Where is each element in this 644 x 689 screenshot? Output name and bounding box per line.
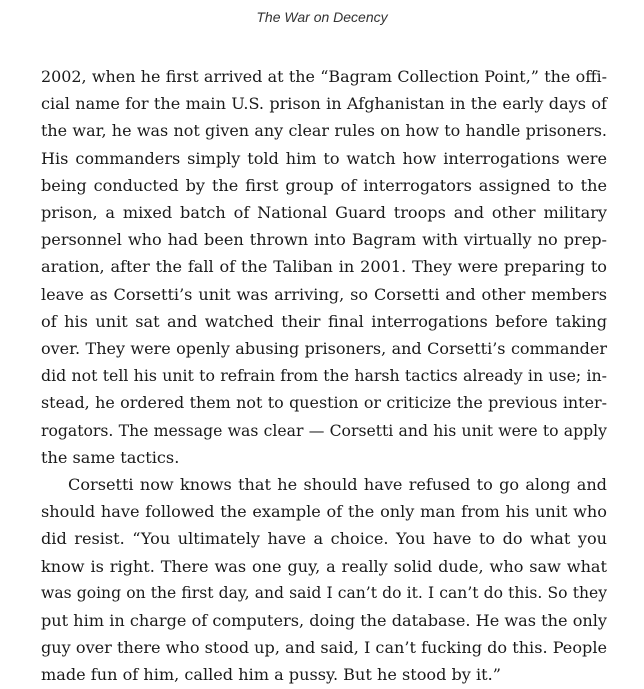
running-header: The War on Decency bbox=[256, 9, 388, 25]
text-line: aration, after the fall of the Taliban in 2001. They were preparing to bbox=[41, 257, 607, 277]
text-line: personnel who had been thrown into Bagram with virtually no prep- bbox=[41, 230, 607, 250]
body-text bbox=[41, 63, 607, 689]
text-line: made fun of him, called him a pussy. But he stood by it.” bbox=[41, 665, 501, 685]
text-line: of his unit sat and watched their final interrogations before taking bbox=[41, 311, 607, 331]
text-line: put him in charge of computers, doing the database. He was the only bbox=[41, 611, 607, 631]
text-line: should have followed the example of the only man from his unit who bbox=[41, 502, 607, 522]
text-line: over. They were openly abusing prisoners, and Corsetti’s commander bbox=[41, 339, 607, 359]
text-line: Corsetti now knows that he should have refused to go along and bbox=[68, 475, 607, 495]
paragraph-1 bbox=[41, 63, 607, 471]
text-line: was going on the first day, and said I can’t do it. I can’t do this. So they bbox=[41, 583, 607, 602]
text-line: rogators. The message was clear — Corsetti and his unit were to apply bbox=[41, 420, 607, 440]
text-line: guy over there who stood up, and said, I can’t fucking do this. People bbox=[41, 638, 607, 658]
text-line: did resist. “You ultimately have a choice. You have to do what you bbox=[41, 529, 607, 549]
text-line: know is right. There was one guy, a really solid dude, who saw what bbox=[41, 556, 607, 576]
text-line: being conducted by the first group of interrogators assigned to the bbox=[41, 175, 607, 195]
paragraph-2 bbox=[41, 471, 607, 689]
text-line: His commanders simply told him to watch how interrogations were bbox=[41, 148, 607, 168]
text-line: did not tell his unit to refrain from the harsh tactics already in use; in- bbox=[41, 366, 607, 386]
text-line: cial name for the main U.S. prison in Afghanistan in the early days of bbox=[41, 94, 607, 114]
text-line: the same tactics. bbox=[41, 447, 180, 467]
text-line: 2002, when he first arrived at the “Bagram Collection Point,” the offi- bbox=[41, 67, 607, 86]
text-line: prison, a mixed batch of National Guard troops and other military bbox=[41, 203, 607, 223]
text-line: stead, he ordered them not to question or criticize the previous inter- bbox=[41, 393, 607, 413]
text-line: the war, he was not given any clear rules on how to handle prisoners. bbox=[41, 121, 607, 141]
text-line: leave as Corsetti’s unit was arriving, so Corsetti and other members bbox=[41, 284, 607, 304]
